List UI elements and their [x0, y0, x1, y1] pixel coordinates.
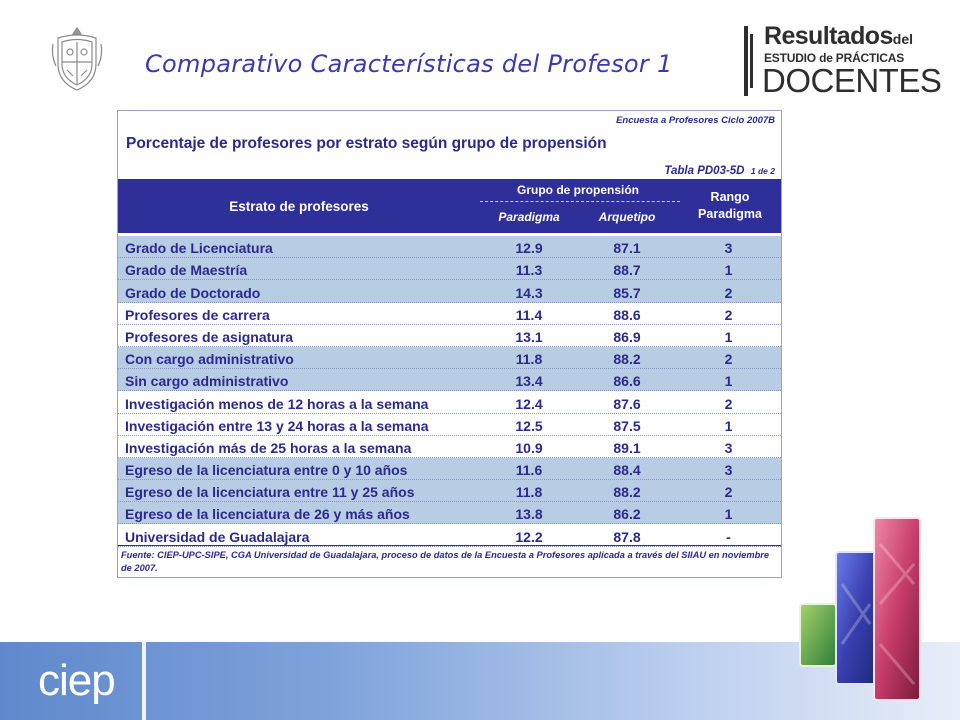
table-row: Grado de Licenciatura 12.9 87.1 3 [118, 236, 781, 258]
data-table [117, 110, 782, 578]
table-row: Investigación menos de 12 horas a la semana 12.4 87.6 2 [118, 391, 781, 413]
header-estrato: Estrato de profesores [229, 198, 369, 214]
table-row: Grado de Maestría 11.3 88.7 1 [118, 258, 781, 280]
source-divider [118, 545, 781, 546]
footer-divider [142, 642, 146, 720]
university-seal-icon [50, 26, 104, 92]
table-row: Egreso de la licenciatura entre 0 y 10 años 11.6 88.4 3 [118, 458, 781, 480]
table-row: Egreso de la licenciatura de 26 y más años 13.8 86.2 1 [118, 502, 781, 524]
table-row: Grado de Doctorado 14.3 85.7 2 [118, 280, 781, 302]
header-rango: Rango Paradigma [698, 190, 762, 221]
brand-mark-icon [744, 26, 754, 96]
brand-line-2: ESTUDIO de PRÁCTICAS [764, 51, 905, 65]
survey-label: Encuesta a Profesores Ciclo 2007B [616, 115, 775, 126]
header-arquetipo: Arquetipo [598, 210, 656, 224]
header-grupo: Grupo de propensión [517, 183, 639, 197]
header-paradigma: Paradigma [498, 210, 560, 224]
table-row: Egreso de la licenciatura entre 11 y 25 años 11.8 88.2 2 [118, 480, 781, 502]
table-row: Investigación entre 13 y 24 horas a la semana 12.5 87.5 1 [118, 414, 781, 436]
brand-line-1: Resultadosdel [764, 22, 913, 50]
header-divider [480, 201, 680, 202]
source-note: Fuente: CIEP-UPC-SIPE, CGA Universidad de Guadalajara, proceso de datos de la Encuesta a Profesores aplicada a través del SIIAU en noviembre de 2007. [121, 550, 770, 573]
table-row: Con cargo administrativo 11.8 88.2 2 [118, 347, 781, 369]
table-row: Profesores de asignatura 13.1 86.9 1 [118, 325, 781, 347]
brand-line-3: DOCENTES [762, 62, 942, 99]
table-row: Universidad de Guadalajara 12.2 87.8 - [118, 524, 781, 546]
table-row: Profesores de carrera 11.4 88.6 2 [118, 303, 781, 325]
ciep-logo: ciep [38, 656, 115, 705]
table-row: Investigación más de 25 horas a la semana 10.9 89.1 3 [118, 436, 781, 458]
table-header [118, 179, 781, 233]
table-title: Porcentaje de profesores por estrato según grupo de propensión [126, 135, 607, 152]
table-code: Tabla PD03-5D 1 de 2 [664, 165, 775, 177]
table-row: Sin cargo administrativo 13.4 86.6 1 [118, 369, 781, 391]
slide-title: Comparativo Características del Profesor 1 [145, 50, 673, 78]
table-page: 1 de 2 [750, 166, 775, 176]
table-body [118, 236, 781, 547]
decorative-books-icon [796, 514, 926, 704]
brand-logo [744, 22, 942, 100]
